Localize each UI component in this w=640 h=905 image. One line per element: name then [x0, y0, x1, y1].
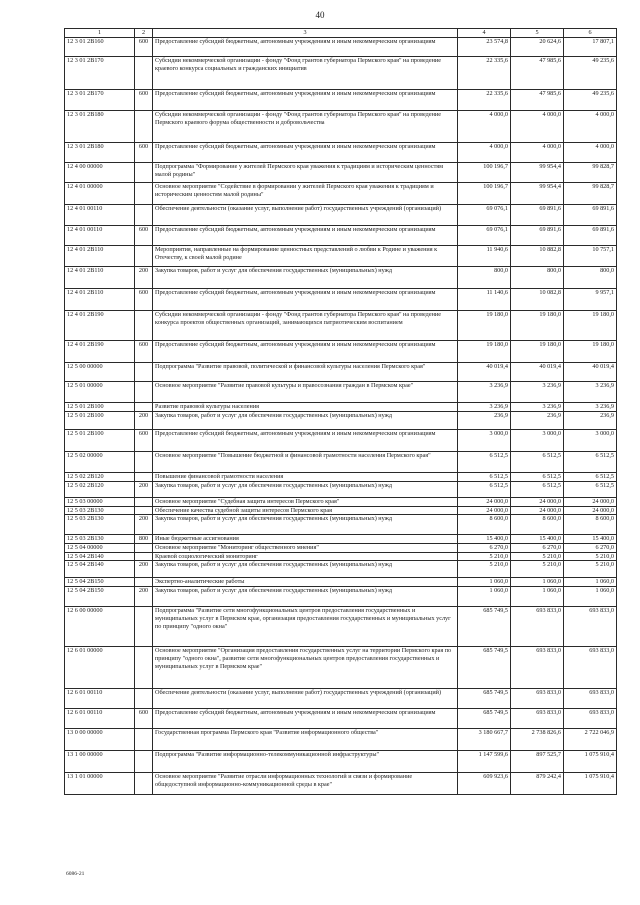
row-value-col5-cell: 693 833,0: [511, 647, 564, 689]
row-code-cell: 12 3 01 2B180: [65, 111, 135, 143]
row-name-cell: Закупка товаров, работ и услуг для обеспечения государственных (муниципальных) нужд: [153, 267, 458, 289]
row-code-cell: 12 3 01 2B160: [65, 38, 135, 57]
row-value-col4-cell: 69 076,1: [458, 226, 511, 246]
row-value-col5-cell: 69 891,6: [511, 226, 564, 246]
row-value-col6-cell: 49 235,6: [564, 90, 617, 111]
row-name-cell: Закупка товаров, работ и услуг для обеспечения государственных (муниципальных) нужд: [153, 561, 458, 578]
table-row: [65, 363, 617, 382]
row-code-cell: 12 5 04 2B150: [65, 578, 135, 587]
table-row: [65, 382, 617, 403]
row-value-col4-cell: 100 196,7: [458, 183, 511, 205]
row-value-col5-cell: 4 000,0: [511, 143, 564, 163]
row-name-cell: Подпрограмма "Формирование у жителей Пермского края уважения к традициям и историческим ценностям малой родины": [153, 163, 458, 183]
row-code-cell: 12 5 01 2B100: [65, 403, 135, 412]
row-code-cell: 12 5 03 00000: [65, 497, 135, 506]
row-code-cell: 12 5 02 2B120: [65, 473, 135, 482]
table-row: [65, 497, 617, 506]
row-value-col4-cell: 3 180 667,7: [458, 729, 511, 751]
row-value-col5-cell: 69 891,6: [511, 205, 564, 226]
row-value-col4-cell: 685 749,5: [458, 607, 511, 647]
row-value-col5-cell: 10 082,8: [511, 289, 564, 311]
row-value-col6-cell: 24 000,0: [564, 497, 617, 506]
row-code-cell: 12 6 01 00110: [65, 709, 135, 729]
row-expense-type-cell: 600: [135, 90, 153, 111]
row-value-col4-cell: 69 076,1: [458, 205, 511, 226]
row-value-col5-cell: 6 270,0: [511, 544, 564, 553]
row-value-col6-cell: 17 807,1: [564, 38, 617, 57]
header-col-3: 3: [153, 29, 458, 38]
table-body: [65, 38, 617, 795]
row-name-cell: Предоставление субсидий бюджетным, автономным учреждениям и иным некоммерческим организациям: [153, 90, 458, 111]
header-col-4: 4: [458, 29, 511, 38]
header-col-1: 1: [65, 29, 135, 38]
table-row: [65, 709, 617, 729]
table-row: [65, 647, 617, 689]
row-value-col6-cell: 99 828,7: [564, 163, 617, 183]
row-value-col4-cell: 100 196,7: [458, 163, 511, 183]
row-name-cell: Предоставление субсидий бюджетным, автономным учреждениям и иным некоммерческим организациям: [153, 226, 458, 246]
table-row: [65, 267, 617, 289]
row-code-cell: 12 3 01 2B170: [65, 90, 135, 111]
row-expense-type-cell: 200: [135, 481, 153, 497]
row-value-col6-cell: 236,9: [564, 412, 617, 430]
row-name-cell: Субсидии некоммерческой организации - фонду "Фонд грантов губернатора Пермского края" на проведение краевого конкурса социальных и гражданских инициатив: [153, 57, 458, 90]
row-expense-type-cell: [135, 403, 153, 412]
row-value-col5-cell: 6 512,5: [511, 481, 564, 497]
table-row: [65, 246, 617, 267]
row-expense-type-cell: [135, 473, 153, 482]
row-expense-type-cell: [135, 452, 153, 473]
row-value-col5-cell: 19 180,0: [511, 311, 564, 341]
row-value-col5-cell: 6 512,5: [511, 452, 564, 473]
row-value-col6-cell: 693 833,0: [564, 607, 617, 647]
row-value-col6-cell: 1 060,0: [564, 578, 617, 587]
row-expense-type-cell: [135, 205, 153, 226]
row-expense-type-cell: [135, 163, 153, 183]
row-code-cell: 12 4 01 00110: [65, 205, 135, 226]
row-value-col5-cell: 99 954,4: [511, 163, 564, 183]
row-value-col4-cell: 15 400,0: [458, 535, 511, 544]
row-name-cell: Основное мероприятие "Организация предоставления государственных услуг на территории Пермского края по принципу "одного окна", развитие сети многофункциональных центров предоставления государственных и муниципальных услуг в Пермском крае": [153, 647, 458, 689]
row-value-col4-cell: 609 923,6: [458, 773, 511, 795]
row-value-col6-cell: 693 833,0: [564, 709, 617, 729]
table-row: [65, 544, 617, 553]
row-expense-type-cell: [135, 729, 153, 751]
row-value-col5-cell: 24 000,0: [511, 497, 564, 506]
row-expense-type-cell: [135, 578, 153, 587]
row-name-cell: Предоставление субсидий бюджетным, автономным учреждениям и иным некоммерческим организациям: [153, 38, 458, 57]
row-value-col6-cell: 3 236,9: [564, 403, 617, 412]
row-code-cell: 12 5 02 00000: [65, 452, 135, 473]
row-value-col5-cell: 99 954,4: [511, 183, 564, 205]
header-col-2: 2: [135, 29, 153, 38]
table-row: [65, 578, 617, 587]
table-row: [65, 289, 617, 311]
row-name-cell: Основное мероприятие "Судебная защита интересов Пермского края": [153, 497, 458, 506]
row-value-col4-cell: 1 147 599,6: [458, 751, 511, 773]
row-value-col5-cell: 800,0: [511, 267, 564, 289]
row-value-col6-cell: 1 075 910,4: [564, 773, 617, 795]
row-name-cell: Краевой социологический мониторинг: [153, 552, 458, 561]
table-row: [65, 341, 617, 363]
row-expense-type-cell: 800: [135, 535, 153, 544]
row-code-cell: 12 5 04 00000: [65, 544, 135, 553]
row-code-cell: 12 6 01 00000: [65, 647, 135, 689]
table-row: [65, 226, 617, 246]
row-name-cell: Иные бюджетные ассигнования: [153, 535, 458, 544]
row-name-cell: Основное мероприятие "Развитие отрасли информационных технологий и связи и формирование общедоступной информационно-коммуникационной среды в крае": [153, 773, 458, 795]
row-value-col5-cell: 15 400,0: [511, 535, 564, 544]
row-value-col4-cell: 1 060,0: [458, 587, 511, 607]
header-col-6: 6: [564, 29, 617, 38]
row-expense-type-cell: [135, 751, 153, 773]
row-expense-type-cell: [135, 607, 153, 647]
row-expense-type-cell: 600: [135, 289, 153, 311]
row-code-cell: 12 6 01 00110: [65, 689, 135, 709]
row-code-cell: 12 6 00 00000: [65, 607, 135, 647]
row-expense-type-cell: [135, 111, 153, 143]
row-value-col6-cell: 5 210,0: [564, 561, 617, 578]
row-name-cell: Основное мероприятие "Содействие в формировании у жителей Пермского края уважения к традициям и историческим ценностям малой родины": [153, 183, 458, 205]
row-value-col5-cell: 10 882,8: [511, 246, 564, 267]
row-code-cell: 12 5 02 2B120: [65, 481, 135, 497]
row-value-col4-cell: 685 749,5: [458, 647, 511, 689]
row-code-cell: 12 5 04 2B140: [65, 561, 135, 578]
row-value-col4-cell: 685 749,5: [458, 709, 511, 729]
table-row: [65, 535, 617, 544]
row-expense-type-cell: [135, 57, 153, 90]
row-expense-type-cell: [135, 311, 153, 341]
row-code-cell: 12 4 01 2B110: [65, 267, 135, 289]
row-value-col5-cell: 20 624,6: [511, 38, 564, 57]
row-name-cell: Предоставление субсидий бюджетным, автономным учреждениям и иным некоммерческим организациям: [153, 341, 458, 363]
row-name-cell: Экспертно-аналитические работы: [153, 578, 458, 587]
budget-table: [64, 28, 617, 795]
row-expense-type-cell: 600: [135, 143, 153, 163]
table-row: [65, 481, 617, 497]
table-row: [65, 143, 617, 163]
row-code-cell: 12 5 03 2B130: [65, 535, 135, 544]
row-value-col4-cell: 3 236,9: [458, 403, 511, 412]
row-expense-type-cell: 200: [135, 515, 153, 535]
row-value-col6-cell: 69 891,6: [564, 226, 617, 246]
row-name-cell: Повышение финансовой грамотности населения: [153, 473, 458, 482]
row-value-col4-cell: 236,9: [458, 412, 511, 430]
row-value-col4-cell: 6 270,0: [458, 544, 511, 553]
row-code-cell: 12 5 01 2B100: [65, 412, 135, 430]
row-value-col4-cell: 5 210,0: [458, 552, 511, 561]
row-name-cell: Субсидии некоммерческой организации - фонду "Фонд грантов губернатора Пермского края" на проведение конкурса проектов общественных организаций, занимающихся патриотическим воспитанием: [153, 311, 458, 341]
row-code-cell: 12 5 01 2B100: [65, 430, 135, 452]
row-code-cell: 12 4 01 2B110: [65, 246, 135, 267]
table-row: [65, 506, 617, 515]
row-value-col6-cell: 10 757,1: [564, 246, 617, 267]
row-value-col4-cell: 1 060,0: [458, 578, 511, 587]
row-expense-type-cell: 200: [135, 587, 153, 607]
row-expense-type-cell: 200: [135, 561, 153, 578]
row-value-col5-cell: 24 000,0: [511, 506, 564, 515]
row-value-col5-cell: 4 000,0: [511, 111, 564, 143]
row-expense-type-cell: [135, 497, 153, 506]
table-row: [65, 561, 617, 578]
row-value-col4-cell: 40 019,4: [458, 363, 511, 382]
row-name-cell: Обеспечение качества судебной защиты интересов Пермского края: [153, 506, 458, 515]
table-row: [65, 515, 617, 535]
row-code-cell: 12 4 01 2B190: [65, 341, 135, 363]
row-value-col6-cell: 15 400,0: [564, 535, 617, 544]
row-code-cell: 12 5 00 00000: [65, 363, 135, 382]
row-value-col6-cell: 800,0: [564, 267, 617, 289]
table-row: [65, 163, 617, 183]
row-expense-type-cell: [135, 382, 153, 403]
row-code-cell: 12 4 01 2B190: [65, 311, 135, 341]
row-value-col4-cell: 23 574,8: [458, 38, 511, 57]
row-value-col6-cell: 4 000,0: [564, 111, 617, 143]
table-row: [65, 773, 617, 795]
row-name-cell: Государственная программа Пермского края "Развитие информационного общества": [153, 729, 458, 751]
row-name-cell: Основное мероприятие "Повышение бюджетной и финансовой грамотности населения Пермского края": [153, 452, 458, 473]
table-row: [65, 57, 617, 90]
row-expense-type-cell: [135, 506, 153, 515]
row-value-col5-cell: 3 236,9: [511, 403, 564, 412]
row-value-col5-cell: 879 242,4: [511, 773, 564, 795]
row-code-cell: 12 5 04 2B150: [65, 587, 135, 607]
row-value-col6-cell: 49 235,6: [564, 57, 617, 90]
row-name-cell: Предоставление субсидий бюджетным, автономным учреждениям и иным некоммерческим организациям: [153, 143, 458, 163]
row-value-col4-cell: 24 000,0: [458, 497, 511, 506]
row-expense-type-cell: [135, 183, 153, 205]
row-expense-type-cell: [135, 647, 153, 689]
row-value-col5-cell: 47 985,6: [511, 90, 564, 111]
row-code-cell: 12 5 03 2B130: [65, 515, 135, 535]
row-value-col6-cell: 69 891,6: [564, 205, 617, 226]
row-code-cell: 12 4 01 00000: [65, 183, 135, 205]
row-expense-type-cell: [135, 552, 153, 561]
table-row: [65, 452, 617, 473]
row-value-col5-cell: 3 000,0: [511, 430, 564, 452]
row-value-col6-cell: 19 180,0: [564, 311, 617, 341]
row-value-col6-cell: 4 000,0: [564, 143, 617, 163]
row-name-cell: Предоставление субсидий бюджетным, автономным учреждениям и иным некоммерческим организациям: [153, 289, 458, 311]
row-value-col5-cell: 8 600,0: [511, 515, 564, 535]
row-value-col4-cell: 6 512,5: [458, 481, 511, 497]
row-value-col4-cell: 8 600,0: [458, 515, 511, 535]
table-row: [65, 607, 617, 647]
row-value-col6-cell: 5 210,0: [564, 552, 617, 561]
row-value-col6-cell: 6 512,5: [564, 473, 617, 482]
row-value-col4-cell: 4 000,0: [458, 111, 511, 143]
row-name-cell: Подпрограмма "Развитие сети многофункциональных центров предоставления государственных и муниципальных услуг в Пермском крае, организация предоставления государственных и муниципальных услуг по принципу "одного окна": [153, 607, 458, 647]
row-code-cell: 12 5 03 2B130: [65, 506, 135, 515]
row-expense-type-cell: 200: [135, 267, 153, 289]
row-expense-type-cell: 600: [135, 709, 153, 729]
row-name-cell: Предоставление субсидий бюджетным, автономным учреждениям и иным некоммерческим организациям: [153, 430, 458, 452]
row-value-col5-cell: 47 985,6: [511, 57, 564, 90]
row-value-col4-cell: 3 000,0: [458, 430, 511, 452]
row-value-col6-cell: 1 075 910,4: [564, 751, 617, 773]
row-value-col6-cell: 693 833,0: [564, 689, 617, 709]
row-name-cell: Закупка товаров, работ и услуг для обеспечения государственных (муниципальных) нужд: [153, 587, 458, 607]
row-value-col4-cell: 685 749,5: [458, 689, 511, 709]
row-value-col5-cell: 236,9: [511, 412, 564, 430]
table-row: [65, 473, 617, 482]
row-value-col5-cell: 1 060,0: [511, 578, 564, 587]
table-row: [65, 205, 617, 226]
row-value-col6-cell: 6 270,0: [564, 544, 617, 553]
row-value-col6-cell: 24 000,0: [564, 506, 617, 515]
page-number: 40: [315, 10, 325, 20]
table-row: [65, 183, 617, 205]
row-code-cell: 12 4 00 00000: [65, 163, 135, 183]
table-row: [65, 111, 617, 143]
row-value-col6-cell: 19 180,0: [564, 341, 617, 363]
table-row: [65, 552, 617, 561]
row-expense-type-cell: 600: [135, 226, 153, 246]
row-value-col5-cell: 19 180,0: [511, 341, 564, 363]
row-name-cell: Развитие правовой культуры населения: [153, 403, 458, 412]
table-row: [65, 38, 617, 57]
table-row: [65, 751, 617, 773]
row-expense-type-cell: [135, 363, 153, 382]
row-value-col6-cell: 9 957,1: [564, 289, 617, 311]
table-header-row: [65, 29, 617, 38]
row-expense-type-cell: [135, 773, 153, 795]
table-row: [65, 587, 617, 607]
row-value-col5-cell: 3 236,9: [511, 382, 564, 403]
row-expense-type-cell: 200: [135, 412, 153, 430]
row-value-col5-cell: 5 210,0: [511, 552, 564, 561]
row-code-cell: 12 4 01 2B110: [65, 289, 135, 311]
table-row: [65, 729, 617, 751]
table-row: [65, 90, 617, 111]
row-value-col5-cell: 2 738 826,6: [511, 729, 564, 751]
row-name-cell: Обеспечение деятельности (оказание услуг, выполнение работ) государственных учреждений (организаций): [153, 205, 458, 226]
row-code-cell: 13 1 01 00000: [65, 773, 135, 795]
row-value-col5-cell: 1 060,0: [511, 587, 564, 607]
row-name-cell: Закупка товаров, работ и услуг для обеспечения государственных (муниципальных) нужд: [153, 515, 458, 535]
row-code-cell: 12 5 01 00000: [65, 382, 135, 403]
row-value-col4-cell: 3 236,9: [458, 382, 511, 403]
document-footer-code: 6086-21: [66, 871, 85, 877]
table-row: [65, 412, 617, 430]
row-value-col4-cell: 11 140,6: [458, 289, 511, 311]
row-value-col6-cell: 1 060,0: [564, 587, 617, 607]
row-value-col4-cell: 6 512,5: [458, 473, 511, 482]
row-value-col6-cell: 693 833,0: [564, 647, 617, 689]
row-code-cell: 13 0 00 00000: [65, 729, 135, 751]
table-row: [65, 311, 617, 341]
row-expense-type-cell: [135, 246, 153, 267]
row-code-cell: 12 5 04 2B140: [65, 552, 135, 561]
row-expense-type-cell: [135, 689, 153, 709]
row-value-col4-cell: 800,0: [458, 267, 511, 289]
row-expense-type-cell: 600: [135, 38, 153, 57]
row-value-col4-cell: 19 180,0: [458, 341, 511, 363]
row-value-col4-cell: 22 335,6: [458, 90, 511, 111]
row-value-col6-cell: 3 236,9: [564, 382, 617, 403]
row-name-cell: Основное мероприятие "Развитие правовой культуры и правосознания граждан в Пермском крае": [153, 382, 458, 403]
row-value-col4-cell: 19 180,0: [458, 311, 511, 341]
row-code-cell: 12 3 01 2B170: [65, 57, 135, 90]
row-value-col4-cell: 11 940,6: [458, 246, 511, 267]
row-expense-type-cell: 600: [135, 341, 153, 363]
row-name-cell: Предоставление субсидий бюджетным, автономным учреждениям и иным некоммерческим организациям: [153, 709, 458, 729]
row-value-col5-cell: 5 210,0: [511, 561, 564, 578]
row-code-cell: 12 4 01 00110: [65, 226, 135, 246]
row-value-col4-cell: 4 000,0: [458, 143, 511, 163]
row-value-col6-cell: 8 600,0: [564, 515, 617, 535]
row-value-col5-cell: 693 833,0: [511, 709, 564, 729]
row-value-col5-cell: 693 833,0: [511, 607, 564, 647]
header-col-5: 5: [511, 29, 564, 38]
row-name-cell: Субсидии некоммерческой организации - фонду "Фонд грантов губернатора Пермского края" на проведение Пермского краевого форума общественности и добровольчества: [153, 111, 458, 143]
row-name-cell: Мероприятия, направленные на формирование ценностных представлений о любви к Родине и уважения к Отечеству, к своей малой родине: [153, 246, 458, 267]
table-row: [65, 403, 617, 412]
row-value-col6-cell: 6 512,5: [564, 481, 617, 497]
row-expense-type-cell: [135, 544, 153, 553]
row-value-col6-cell: 99 828,7: [564, 183, 617, 205]
row-value-col6-cell: 6 512,5: [564, 452, 617, 473]
row-name-cell: Подпрограмма "Развитие информационно-телекоммуникационной инфраструктуры": [153, 751, 458, 773]
row-value-col6-cell: 3 000,0: [564, 430, 617, 452]
row-name-cell: Подпрограмма "Развитие правовой, политической и финансовой культуры населения Пермского края": [153, 363, 458, 382]
row-name-cell: Обеспечение деятельности (оказание услуг, выполнение работ) государственных учреждений (организаций): [153, 689, 458, 709]
row-code-cell: 13 1 00 00000: [65, 751, 135, 773]
row-value-col4-cell: 22 335,6: [458, 57, 511, 90]
row-name-cell: Основное мероприятие "Мониторинг общественного мнения": [153, 544, 458, 553]
row-name-cell: Закупка товаров, работ и услуг для обеспечения государственных (муниципальных) нужд: [153, 412, 458, 430]
row-value-col6-cell: 40 019,4: [564, 363, 617, 382]
table-row: [65, 689, 617, 709]
row-value-col5-cell: 40 019,4: [511, 363, 564, 382]
row-value-col4-cell: 5 210,0: [458, 561, 511, 578]
row-value-col4-cell: 6 512,5: [458, 452, 511, 473]
row-code-cell: 12 3 01 2B180: [65, 143, 135, 163]
row-value-col5-cell: 693 833,0: [511, 689, 564, 709]
row-value-col5-cell: 897 525,7: [511, 751, 564, 773]
row-value-col6-cell: 2 722 046,9: [564, 729, 617, 751]
row-value-col4-cell: 24 000,0: [458, 506, 511, 515]
row-value-col5-cell: 6 512,5: [511, 473, 564, 482]
row-expense-type-cell: 600: [135, 430, 153, 452]
row-name-cell: Закупка товаров, работ и услуг для обеспечения государственных (муниципальных) нужд: [153, 481, 458, 497]
table-row: [65, 430, 617, 452]
